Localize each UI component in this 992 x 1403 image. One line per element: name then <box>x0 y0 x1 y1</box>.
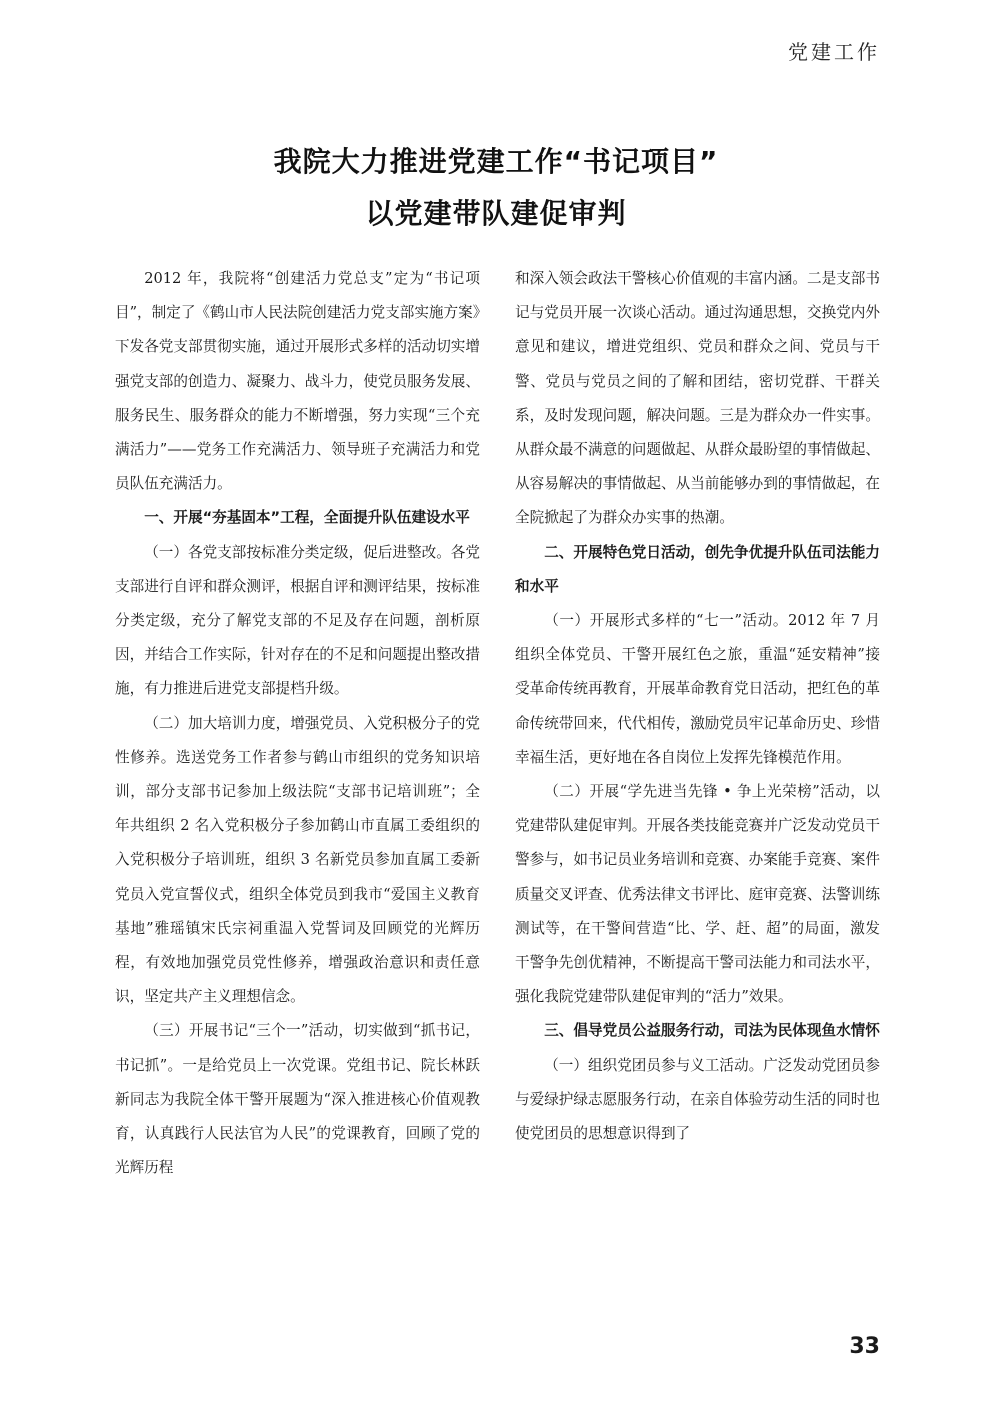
right-column <box>515 262 880 1151</box>
section-heading-1: 一、开展“夯基固本”工程，全面提升队伍建设水平 <box>144 509 470 527</box>
paragraph: （一）各党支部按标准分类定级，促后进整改。各党支部进行自评和群众测评，根据自评和测评结果，按标准分类定级，充分了解党支部的不足及存在问题，剖析原因，并结合工作实际，针对存在的不足和问题提出整改措施，有力推进后进党支部提档升级。 <box>115 543 480 698</box>
section-heading-3: 三、倡导党员公益服务行动，司法为民体现鱼水情怀 <box>544 1022 880 1040</box>
paragraph: （一）开展形式多样的“七一”活动。2012 年 7 月组织全体党员、干警开展红色之旅，重温“延安精神”接受革命传统再教育，开展革命教育党日活动，把红色的革命传统带回来，代代相传，激励党员牢记革命历史、珍惜幸福生活，更好地在各自岗位上发挥先锋模范作用。 <box>515 612 880 766</box>
left-column <box>115 262 480 1185</box>
paragraph: （二）加大培训力度，增强党员、入党积极分子的党性修养。选送党务工作者参与鹤山市组织的党务知识培训，部分支部书记参加上级法院“支部书记培训班”；全年共组织 2 名入党积极分子参加鹤山市直属工委组织的入党积极分子培训班，组织 3 名新党员参加直属工委新党员入党宣誓仪式，组织全体党员到我市“爱国主义教育基地”雅瑶镇宋氏宗祠重温入党誓词及回顾党的光辉历程，有效地加强党员党性修养，增强政治意识和责任意识，坚定共产主义理想信念。 <box>115 714 480 1006</box>
paragraph-intro: 2012 年，我院将“创建活力党总支”定为“书记项目”，制定了《鹤山市人民法院创建活力党支部实施方案》下发各党支部贯彻实施，通过开展形式多样的活动切实增强党支部的创造力、凝聚力、战斗力，使党员服务发展、服务民生、服务群众的能力不断增强，努力实现“三个充满活力”——党务工作充满活力、领导班子充满活力和党员队伍充满活力。 <box>115 270 481 493</box>
paragraph: （一）组织党团员参与义工活动。广泛发动党团员参与爱绿护绿志愿服务行动，在亲自体验劳动生活的同时也使党团员的思想意识得到了 <box>515 1056 880 1143</box>
paragraph: （二）开展“学先进当先锋 • 争上光荣榜”活动，以党建带队建促审判。开展各类技能竞赛并广泛发动党员干警参与，如书记员业务培训和竞赛、办案能手竞赛、案件质量交叉评查、优秀法律文书评比、庭审竞赛、法警训练测试等，在干警间营造“比、学、赶、超”的局面，激发干警争先创优精神，不断提高干警司法能力和司法水平，强化我院党建带队建促审判的“活力”效果。 <box>515 783 880 1006</box>
paragraph-continued: 和深入领会政法干警核心价值观的丰富内涵。二是支部书记与党员开展一次谈心活动。通过沟通思想，交换党内外意见和建议，增进党组织、党员和群众之间、党员与干警、党员与党员之间的了解和团结，密切党群、干群关系，及时发现问题，解决问题。三是为群众办一件实事。从群众最不满意的问题做起、从群众最盼望的事情做起、从容易解决的事情做起、从当前能够办到的事情做起，在全院掀起了为群众办实事的热潮。 <box>515 270 880 527</box>
section-header: 党建工作 <box>788 40 880 64</box>
page-number: 33 <box>849 1334 880 1359</box>
paragraph: （三）开展书记“三个一”活动，切实做到“抓书记，书记抓”。一是给党员上一次党课。党组书记、院长林跃新同志为我院全体干警开展题为“深入推进核心价值观教育，认真践行人民法官为人民”的党课教育，回顾了党的光辉历程 <box>115 1022 480 1177</box>
article-title-line1: 我院大力推进党建工作“书记项目” <box>273 145 719 178</box>
section-heading-2: 二、开展特色党日活动，创先争优提升队伍司法能力和水平 <box>515 543 880 595</box>
article-title-line2: 以党建带队建促审判 <box>365 197 627 230</box>
